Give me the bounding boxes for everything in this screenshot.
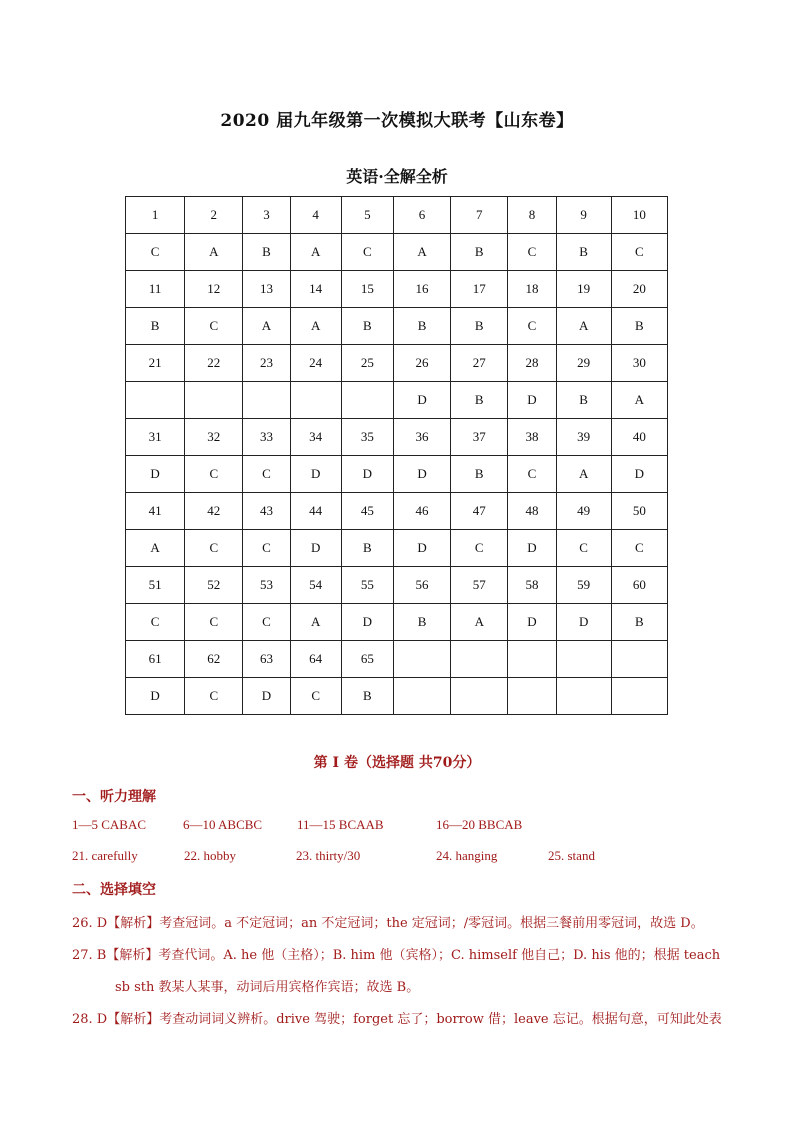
answer-cell: B — [341, 308, 393, 345]
question-number-cell: 43 — [243, 493, 290, 530]
explanation-27-continued: sb sth 教某人某事，动词后用宾格作宾语；故选 B。 — [115, 980, 420, 995]
answer-row — [126, 456, 668, 493]
question-number-cell: 14 — [290, 271, 341, 308]
question-number-cell: 29 — [556, 345, 611, 382]
answer-cell — [126, 382, 185, 419]
answer-cell: C — [185, 678, 243, 715]
question-number-cell: 31 — [126, 419, 185, 456]
question-number-cell: 7 — [451, 197, 508, 234]
answer-cell: A — [243, 308, 290, 345]
question-number-cell: 10 — [611, 197, 667, 234]
question-number-cell: 38 — [508, 419, 556, 456]
answer-cell: B — [611, 604, 667, 641]
answer-row — [126, 382, 668, 419]
question-number-row — [126, 345, 668, 382]
answer-cell: D — [290, 530, 341, 567]
part2-heading: 二、选择填空 — [72, 882, 156, 898]
fill-answer: 24. hanging — [436, 848, 498, 863]
listening-group: 16—20 BBCAB — [436, 817, 523, 832]
explanation-27: 27. B【解析】考查代词。A. he 他（主格）；B. him 他（宾格）；C. himself 他自己；D. his 他的；根据 teach — [72, 948, 721, 963]
question-number-cell: 17 — [451, 271, 508, 308]
question-number-cell: 49 — [556, 493, 611, 530]
question-number-cell: 21 — [126, 345, 185, 382]
answer-cell: C — [290, 678, 341, 715]
listening-group: 1—5 CABAC — [72, 817, 147, 832]
question-number-cell: 54 — [290, 567, 341, 604]
question-number-cell: 19 — [556, 271, 611, 308]
answer-cell: A — [185, 234, 243, 271]
question-number-cell: 12 — [185, 271, 243, 308]
answer-cell: C — [126, 604, 185, 641]
question-number-cell: 33 — [243, 419, 290, 456]
answer-cell: B — [451, 456, 508, 493]
answer-row — [126, 604, 668, 641]
question-number-cell: 4 — [290, 197, 341, 234]
answer-cell: A — [290, 308, 341, 345]
answer-cell: B — [341, 678, 393, 715]
answer-cell: C — [243, 604, 290, 641]
answer-cell: D — [341, 604, 393, 641]
answer-cell: C — [243, 530, 290, 567]
question-number-cell: 40 — [611, 419, 667, 456]
answer-cell: B — [611, 308, 667, 345]
question-number-cell: 46 — [393, 493, 450, 530]
question-number-cell — [611, 641, 667, 678]
answer-cell — [243, 382, 290, 419]
answer-cell: C — [508, 456, 556, 493]
answer-cell: D — [126, 456, 185, 493]
answer-cell: A — [126, 530, 185, 567]
answer-cell: C — [185, 456, 243, 493]
answer-cell: A — [290, 604, 341, 641]
question-number-cell: 50 — [611, 493, 667, 530]
answer-cell: D — [508, 382, 556, 419]
answer-cell: C — [341, 234, 393, 271]
question-number-cell: 16 — [393, 271, 450, 308]
answer-cell: D — [341, 456, 393, 493]
question-number-cell: 59 — [556, 567, 611, 604]
question-number-cell: 37 — [451, 419, 508, 456]
answer-cell: C — [556, 530, 611, 567]
answer-cell: B — [451, 234, 508, 271]
answer-cell — [290, 382, 341, 419]
question-number-cell: 11 — [126, 271, 185, 308]
answer-cell: C — [611, 234, 667, 271]
question-number-row — [126, 641, 668, 678]
question-number-cell: 44 — [290, 493, 341, 530]
answer-cell: D — [508, 530, 556, 567]
document-subtitle: 英语·全解全析 — [346, 167, 448, 186]
answer-cell: C — [508, 308, 556, 345]
explanation-26: 26. D【解析】考查冠词。a 不定冠词；an 不定冠词；the 定冠词；/零冠词。根据三餐前用零冠词，故选 D。 — [72, 916, 704, 931]
part1-heading: 一、听力理解 — [72, 789, 156, 805]
answer-cell: A — [611, 382, 667, 419]
answer-cell — [341, 382, 393, 419]
question-number-cell: 36 — [393, 419, 450, 456]
question-number-cell: 15 — [341, 271, 393, 308]
document-title: 2020 届九年级第一次模拟大联考【山东卷】 — [220, 111, 574, 131]
listening-group: 6—10 ABCBC — [183, 817, 263, 832]
question-number-cell: 23 — [243, 345, 290, 382]
question-number-cell: 52 — [185, 567, 243, 604]
section-title: 第 I 卷（选择题 共70分） — [313, 755, 481, 771]
answer-cell: C — [451, 530, 508, 567]
answer-row — [126, 308, 668, 345]
question-number-cell: 62 — [185, 641, 243, 678]
question-number-cell: 22 — [185, 345, 243, 382]
question-number-cell — [556, 641, 611, 678]
question-number-cell: 30 — [611, 345, 667, 382]
answer-cell: A — [556, 456, 611, 493]
answer-cell: A — [556, 308, 611, 345]
answer-cell — [611, 678, 667, 715]
question-number-cell: 47 — [451, 493, 508, 530]
question-number-cell: 45 — [341, 493, 393, 530]
question-number-cell: 8 — [508, 197, 556, 234]
answer-cell: D — [611, 456, 667, 493]
question-number-cell: 56 — [393, 567, 450, 604]
answer-cell: A — [451, 604, 508, 641]
question-number-cell: 42 — [185, 493, 243, 530]
answer-cell: C — [126, 234, 185, 271]
question-number-cell: 24 — [290, 345, 341, 382]
question-number-cell: 27 — [451, 345, 508, 382]
question-number-row — [126, 197, 668, 234]
question-number-cell: 41 — [126, 493, 185, 530]
answer-row — [126, 530, 668, 567]
answer-cell: B — [393, 308, 450, 345]
question-number-cell — [451, 641, 508, 678]
answer-row — [126, 678, 668, 715]
question-number-cell: 48 — [508, 493, 556, 530]
answer-cell: D — [393, 382, 450, 419]
answer-cell — [393, 678, 450, 715]
question-number-cell: 61 — [126, 641, 185, 678]
question-number-cell: 51 — [126, 567, 185, 604]
fill-answer: 21. carefully — [72, 848, 138, 863]
answer-cell: D — [290, 456, 341, 493]
fill-answer: 22. hobby — [184, 848, 236, 863]
answer-cell: C — [243, 456, 290, 493]
answer-cell: A — [290, 234, 341, 271]
answer-cell: B — [451, 382, 508, 419]
question-number-cell: 55 — [341, 567, 393, 604]
question-number-cell: 3 — [243, 197, 290, 234]
question-number-cell: 18 — [508, 271, 556, 308]
question-number-cell: 32 — [185, 419, 243, 456]
answer-cell — [556, 678, 611, 715]
question-number-cell: 60 — [611, 567, 667, 604]
answer-cell: A — [393, 234, 450, 271]
answer-cell: D — [243, 678, 290, 715]
question-number-cell: 25 — [341, 345, 393, 382]
answer-cell: D — [508, 604, 556, 641]
answer-cell: B — [451, 308, 508, 345]
question-number-cell: 28 — [508, 345, 556, 382]
answer-cell: B — [341, 530, 393, 567]
answer-cell — [451, 678, 508, 715]
question-number-row — [126, 419, 668, 456]
question-number-cell: 2 — [185, 197, 243, 234]
answer-cell: B — [126, 308, 185, 345]
answer-table — [125, 196, 668, 715]
answer-cell: B — [556, 234, 611, 271]
question-number-row — [126, 493, 668, 530]
question-number-cell: 20 — [611, 271, 667, 308]
question-number-cell: 34 — [290, 419, 341, 456]
question-number-row — [126, 271, 668, 308]
question-number-cell — [508, 641, 556, 678]
question-number-cell: 5 — [341, 197, 393, 234]
answer-cell: C — [185, 308, 243, 345]
answer-cell: B — [393, 604, 450, 641]
question-number-cell: 53 — [243, 567, 290, 604]
answer-cell: B — [556, 382, 611, 419]
answer-cell: C — [185, 604, 243, 641]
question-number-cell: 26 — [393, 345, 450, 382]
question-number-cell: 35 — [341, 419, 393, 456]
answer-cell: D — [393, 530, 450, 567]
question-number-cell: 65 — [341, 641, 393, 678]
fill-answer: 23. thirty/30 — [296, 848, 361, 863]
question-number-cell: 13 — [243, 271, 290, 308]
answer-cell: D — [393, 456, 450, 493]
listening-group: 11—15 BCAAB — [297, 817, 384, 832]
question-number-cell: 1 — [126, 197, 185, 234]
answer-row — [126, 234, 668, 271]
answer-cell: C — [508, 234, 556, 271]
answer-cell: B — [243, 234, 290, 271]
question-number-cell: 9 — [556, 197, 611, 234]
question-number-cell: 6 — [393, 197, 450, 234]
question-number-cell: 63 — [243, 641, 290, 678]
answer-cell: D — [126, 678, 185, 715]
fill-answer: 25. stand — [548, 848, 595, 863]
question-number-cell — [393, 641, 450, 678]
question-number-cell: 39 — [556, 419, 611, 456]
answer-cell: D — [556, 604, 611, 641]
answer-cell: C — [611, 530, 667, 567]
question-number-cell: 58 — [508, 567, 556, 604]
answer-cell — [185, 382, 243, 419]
explanation-28: 28. D【解析】考查动词词义辨析。drive 驾驶；forget 忘了；borrow 借；leave 忘记。根据句意，可知此处表 — [72, 1012, 722, 1027]
answer-cell — [508, 678, 556, 715]
question-number-cell: 57 — [451, 567, 508, 604]
question-number-row — [126, 567, 668, 604]
question-number-cell: 64 — [290, 641, 341, 678]
answer-cell: C — [185, 530, 243, 567]
